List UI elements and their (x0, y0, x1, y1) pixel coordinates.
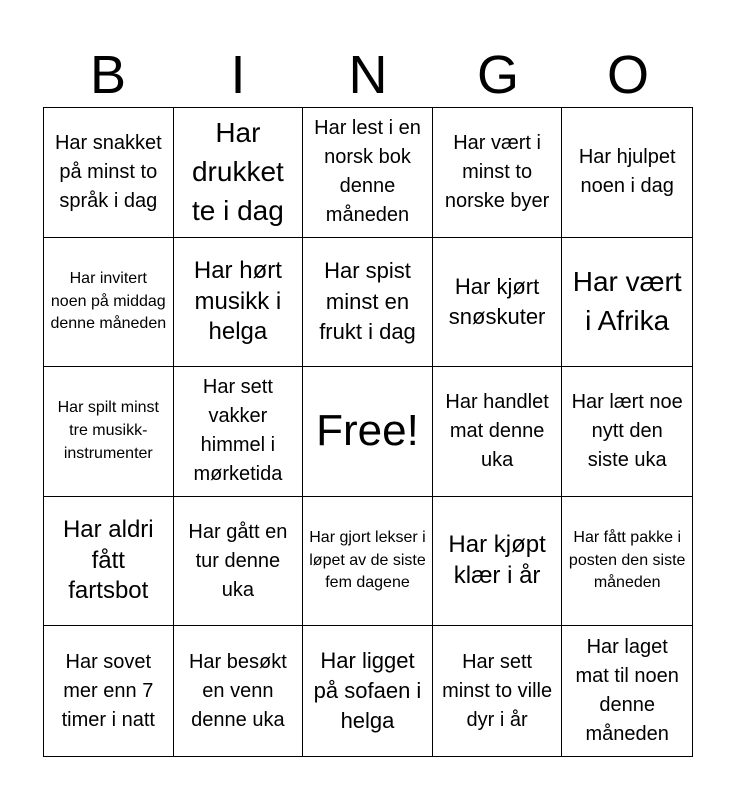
header-letter-n: N (348, 45, 388, 105)
cell-text: Har sett vakker himmel i mørketida (193, 376, 283, 486)
bingo-cell-r2-c4[interactable] (433, 238, 563, 368)
cell-text: Har kjøpt klær i år (448, 531, 546, 590)
cell-text: Har sovet mer enn 7 timer i natt (61, 650, 155, 731)
cell-text: Har lest i en norsk bok denne måneden (314, 117, 421, 227)
bingo-cell-r2-c1[interactable] (44, 238, 174, 368)
bingo-cell-r3-c1[interactable] (44, 367, 174, 497)
bingo-header (43, 44, 693, 106)
bingo-card (43, 107, 693, 757)
bingo-cell-r2-c5[interactable] (562, 238, 692, 368)
cell-text: Har hjulpet noen i dag (578, 146, 676, 198)
bingo-cell-r1-c2[interactable] (174, 108, 304, 238)
bingo-cell-r5-c1[interactable] (44, 626, 174, 756)
cell-text: Har besøkt en venn denne uka (188, 650, 287, 731)
free-space-text: Free! (316, 406, 419, 456)
bingo-cell-r2-c3[interactable] (303, 238, 433, 368)
header-letter-i: I (230, 45, 246, 105)
header-letter-o: O (606, 45, 649, 105)
cell-text: Har lært noe nytt den siste uka (571, 390, 683, 471)
cell-text: Har handlet mat denne uka (445, 390, 549, 471)
bingo-cell-r5-c2[interactable] (174, 626, 304, 756)
cell-text: Har hørt musikk i helga (193, 256, 282, 346)
cell-text: Har kjørt snøskuter (448, 273, 546, 329)
bingo-cell-free[interactable] (303, 367, 433, 497)
bingo-cell-r3-c4[interactable] (433, 367, 563, 497)
cell-text: Har vært i Afrika (572, 266, 682, 336)
cell-text: Har spilt minst tre musikk-instrumenter (57, 399, 159, 462)
cell-text: Har aldri fått fartsbot (62, 516, 154, 605)
bingo-cell-r4-c5[interactable] (562, 497, 692, 627)
cell-text: Har vært i minst to norske byer (444, 131, 550, 212)
cell-text: Har gått en tur denne uka (188, 520, 288, 601)
bingo-cell-r4-c1[interactable] (44, 497, 174, 627)
bingo-cell-r4-c2[interactable] (174, 497, 304, 627)
bingo-cell-r1-c3[interactable] (303, 108, 433, 238)
bingo-cell-r1-c1[interactable] (44, 108, 174, 238)
cell-text: Har gjort lekser i løpet av de siste fem dagene (309, 529, 426, 592)
bingo-cell-r5-c4[interactable] (433, 626, 563, 756)
cell-text: Har drukket te i dag (191, 117, 284, 226)
bingo-cell-r1-c4[interactable] (433, 108, 563, 238)
cell-text: Har fått pakke i posten den siste måneden (568, 529, 686, 592)
cell-text: Har laget mat til noen denne måneden (575, 636, 679, 746)
cell-text: Har invitert noen på middag denne måneden (50, 269, 167, 333)
header-letter-g: G (476, 45, 519, 105)
cell-text: Har ligget på sofaen i helga (313, 647, 422, 734)
bingo-cell-r2-c2[interactable] (174, 238, 304, 368)
bingo-cell-r5-c3[interactable] (303, 626, 433, 756)
bingo-cell-r3-c2[interactable] (174, 367, 304, 497)
bingo-cell-r5-c5[interactable] (562, 626, 692, 756)
header-letter-b: B (89, 45, 127, 105)
cell-text: Har snakket på minst to språk i dag (54, 131, 162, 212)
bingo-cell-r3-c5[interactable] (562, 367, 692, 497)
cell-text: Har sett minst to ville dyr i år (442, 650, 553, 731)
bingo-cell-r4-c3[interactable] (303, 497, 433, 627)
bingo-cell-r1-c5[interactable] (562, 108, 692, 238)
bingo-cell-r4-c4[interactable] (433, 497, 563, 627)
cell-text: Har spist minst en frukt i dag (319, 258, 416, 345)
